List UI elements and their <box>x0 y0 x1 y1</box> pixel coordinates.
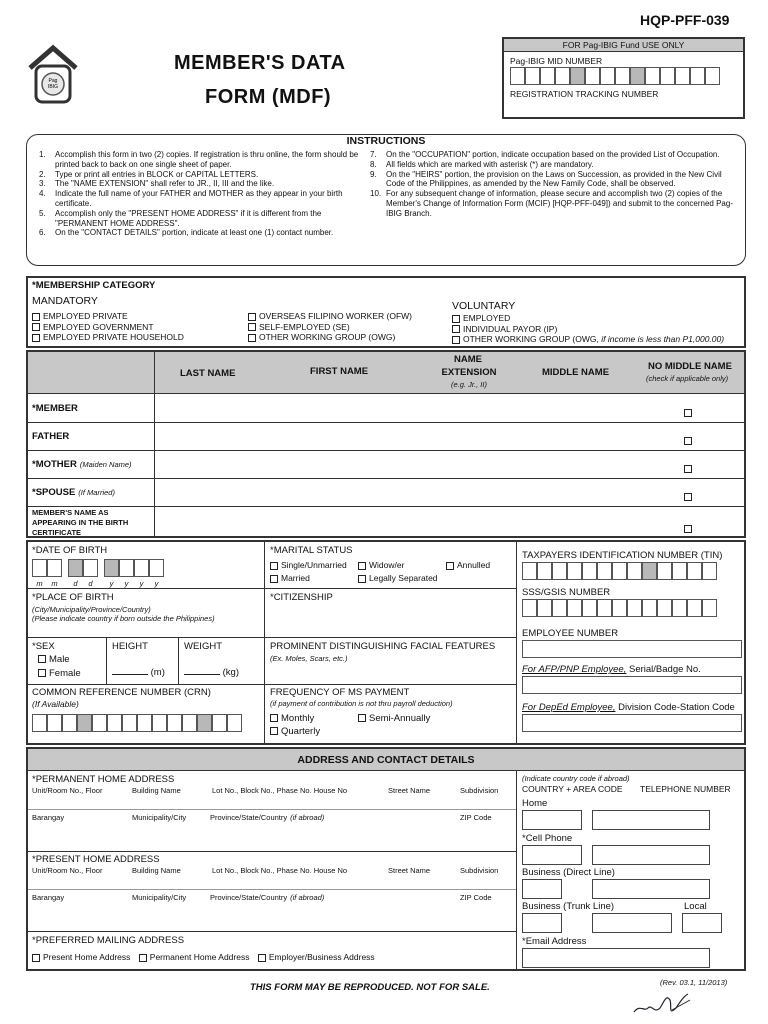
col-no-middle-name: NO MIDDLE NAME <box>648 361 732 372</box>
email-label: *Email Address <box>522 936 587 947</box>
cellphone-label: *Cell Phone <box>522 833 573 844</box>
cell-area-code-field[interactable] <box>522 845 582 865</box>
address-line1-label: Unit/Room No., Floor <box>32 866 103 875</box>
dob-label: *DATE OF BIRTH <box>32 545 108 556</box>
dob-hint-letter: m <box>36 579 43 588</box>
form-code: HQP-PFF-039 <box>640 12 730 28</box>
col-name-ext-2: EXTENSION <box>441 367 497 378</box>
tracking-number-label: REGISTRATION TRACKING NUMBER <box>510 89 659 99</box>
dob-hint-letter: y <box>124 579 129 588</box>
instructions-right-column <box>370 150 734 219</box>
dob-hint-letter: y <box>154 579 159 588</box>
address-title: *PRESENT HOME ADDRESS <box>32 854 160 865</box>
membership-option-label: OTHER WORKING GROUP (OWG) <box>259 332 396 342</box>
address-line2-label: Barangay <box>32 893 65 902</box>
membership-option[interactable] <box>248 311 412 322</box>
membership-checkbox[interactable] <box>248 313 256 321</box>
mail-present-option[interactable]: Present Home Address <box>32 952 130 962</box>
name-row-input[interactable] <box>156 451 676 477</box>
address-line1-label: Subdivision <box>460 786 499 795</box>
business-direct-label: Business (Direct Line) <box>522 867 615 878</box>
address-line1-label: Lot No., Block No., Phase No. House No <box>212 866 348 875</box>
instruction-number: 7. <box>370 150 377 159</box>
freq-quarterly-option[interactable]: Quarterly <box>270 726 320 737</box>
male-checkbox[interactable] <box>38 655 46 663</box>
sss-label: SSS/GSIS NUMBER <box>522 587 611 598</box>
membership-option[interactable] <box>452 313 557 324</box>
marital-status-label: *MARITAL STATUS <box>270 545 353 556</box>
address-line1-label: Building Name <box>132 866 181 875</box>
membership-checkbox[interactable] <box>452 325 460 333</box>
local-label: Local <box>684 901 707 912</box>
instructions-title: INSTRUCTIONS <box>346 135 426 147</box>
revision-label: (Rev. 03.1, 11/2013) <box>660 978 728 987</box>
instructions-left-column <box>39 150 369 238</box>
membership-option-label: EMPLOYED PRIVATE HOUSEHOLD <box>43 332 184 342</box>
frequency-label: FREQUENCY OF MS PAYMENT <box>270 687 410 698</box>
instruction-number: 4. <box>39 189 46 199</box>
address-line1-label: Building Name <box>132 786 181 795</box>
address-line2-label: ZIP Code <box>460 893 492 902</box>
country-area-code-label: COUNTRY + AREA CODE <box>522 784 623 794</box>
dob-hint-letter: y <box>139 579 144 588</box>
marital-widow-option[interactable]: Widow/er <box>358 560 404 570</box>
membership-category-title: *MEMBERSHIP CATEGORY <box>32 280 156 291</box>
telephone-number-label: TELEPHONE NUMBER <box>640 784 731 794</box>
col-first-name: FIRST NAME <box>310 366 369 377</box>
name-row-label: FATHER <box>32 431 70 442</box>
instruction-number: 9. <box>370 169 377 179</box>
col-last-name: LAST NAME <box>180 368 236 379</box>
mid-number-label: Pag-IBIG MID NUMBER <box>510 56 603 66</box>
membership-option-label: OVERSEAS FILIPINO WORKER (OFW) <box>259 311 413 321</box>
birthcert-name-label: MEMBER'S NAME AS APPEARING IN THE BIRTH CERTIFICATE <box>32 508 129 537</box>
membership-option[interactable] <box>32 322 184 333</box>
contact-hint: (Indicate country code if abroad) <box>522 774 630 783</box>
membership-option-label: SELF-EMPLOYED (SE) <box>259 321 350 332</box>
col-no-middle-hint: (check if applicable only) <box>646 374 729 383</box>
sex-female-option[interactable]: Female <box>38 668 81 679</box>
instruction-number: 6. <box>39 228 46 238</box>
name-row-label: *MEMBER <box>32 403 78 414</box>
col-middle-name: MIDDLE NAME <box>542 367 610 378</box>
address-line2-label: Municipality/City <box>132 813 187 822</box>
name-row-label: *MOTHER (Maiden Name) <box>32 459 132 470</box>
instruction-text: Accomplish only the "PRESENT HOME ADDRESS" if it is different from the "PERMANENT HOME ADDRESS". <box>55 208 322 228</box>
membership-checkbox[interactable] <box>32 313 40 321</box>
weight-field[interactable]: (kg) <box>184 667 239 678</box>
membership-checkbox[interactable] <box>248 334 256 342</box>
no-middle-name-checkbox[interactable] <box>684 460 695 478</box>
membership-category-box <box>26 276 746 348</box>
mailing-options <box>32 952 375 962</box>
membership-option-label: EMPLOYED <box>463 313 511 323</box>
tin-label: TAXPAYERS IDENTIFICATION NUMBER (TIN) <box>522 550 723 561</box>
address-contact-box <box>26 747 746 971</box>
names-table <box>26 350 746 538</box>
instruction-text: Type or print all entries in BLOCK or CAPITAL LETTERS. <box>55 169 259 179</box>
membership-checkbox[interactable] <box>452 315 460 323</box>
sss-cells[interactable] <box>522 599 717 617</box>
crn-hint: (If Available) <box>32 699 79 709</box>
instruction-text: On the "OCCUPATION" portion, indicate occupation based on the provided List of Occupation. <box>386 150 720 159</box>
birthcert-no-middle-checkbox[interactable] <box>684 520 695 538</box>
business-direct-field[interactable] <box>592 879 710 899</box>
instruction-text: The "NAME EXTENSION" shall refer to JR., II, III and the like. <box>55 179 275 189</box>
voluntary-options <box>452 313 557 334</box>
facial-features-hint: (Ex. Moles, Scars, etc.) <box>270 654 348 663</box>
instruction-text: On the "CONTACT DETAILS" portion, indicate at least one (1) contact number. <box>55 228 334 238</box>
dob-hint-letter: d <box>88 579 93 588</box>
tin-cells[interactable] <box>522 562 717 580</box>
instruction-number: 10. <box>370 189 382 199</box>
col-name-ext-1: NAME <box>454 354 482 365</box>
dob-hint <box>32 579 164 588</box>
home-phone-label: Home <box>522 798 548 809</box>
address-line2-label: Barangay <box>32 813 65 822</box>
instruction-item <box>39 228 369 238</box>
marital-separated-option[interactable]: Legally Separated <box>358 573 438 583</box>
instruction-number: 2. <box>39 169 46 179</box>
no-middle-name-checkbox[interactable] <box>684 404 695 422</box>
female-checkbox[interactable] <box>38 669 46 677</box>
owg-voluntary-checkbox[interactable] <box>452 336 460 344</box>
instruction-text: Accomplish this form in two (2) copies. If registration is thru online, the form should be printed back to back on one single sheet of paper. <box>55 150 359 169</box>
address-line2-label: Province/State/Country (if abroad) <box>210 813 325 822</box>
mandatory-options-col2 <box>248 311 412 343</box>
form-title-line2: FORM (MDF) <box>205 86 332 108</box>
deped-label: For DepEd Employee, Division Code-Station Code <box>522 702 735 713</box>
membership-option-label: EMPLOYED PRIVATE <box>43 311 128 321</box>
mandatory-label: MANDATORY <box>32 295 98 307</box>
col-name-ext-hint: (e.g. Jr., II) <box>451 380 487 389</box>
height-label: HEIGHT <box>112 641 148 652</box>
dob-hint-letter: y <box>109 579 114 588</box>
address-input-area[interactable] <box>28 795 516 849</box>
membership-option[interactable] <box>248 332 412 343</box>
instruction-text: On the "HEIRS" portion, the provision on the Laws on Succession, as provided in the New Civil Code of the Philippines, as amended by the New Family Code, shall be observed. <box>386 169 722 189</box>
membership-checkbox[interactable] <box>32 323 40 331</box>
address-line1-label: Subdivision <box>460 866 499 875</box>
home-area-code-field[interactable] <box>522 810 582 830</box>
dob-hint-letter: d <box>73 579 78 588</box>
facial-features-label: PROMINENT DISTINGUISHING FACIAL FEATURES <box>270 641 496 652</box>
mid-number-cells[interactable] <box>510 67 743 85</box>
instruction-item <box>39 189 369 209</box>
local-field[interactable] <box>682 913 722 933</box>
instruction-number: 1. <box>39 150 46 159</box>
svg-text:IBIG: IBIG <box>47 84 59 90</box>
cellphone-field[interactable] <box>592 845 710 865</box>
employee-number-field[interactable] <box>522 640 742 658</box>
address-input-area[interactable] <box>28 875 516 929</box>
citizenship-label: *CITIZENSHIP <box>270 592 333 603</box>
pob-hint2: (Please indicate country if born outside the Philippines) <box>32 614 215 623</box>
instruction-text: All fields which are marked with asterisk (*) are mandatory. <box>386 159 594 169</box>
deped-code-field[interactable] <box>522 714 742 732</box>
address-contact-header: ADDRESS AND CONTACT DETAILS <box>28 749 744 771</box>
membership-checkbox[interactable] <box>32 334 40 342</box>
name-row-label: *SPOUSE (If Married) <box>32 487 115 498</box>
personal-details <box>26 540 746 745</box>
names-header-row <box>28 352 744 394</box>
instruction-number: 8. <box>370 159 377 169</box>
afp-label: For AFP/PNP Employee, Serial/Badge No. <box>522 664 701 675</box>
instruction-item <box>370 189 734 218</box>
address-title: *PERMANENT HOME ADDRESS <box>32 774 175 785</box>
membership-option[interactable] <box>248 322 412 333</box>
address-line1-label: Street Name <box>388 786 431 795</box>
mail-permanent-option[interactable]: Permanent Home Address <box>139 952 250 962</box>
footer-notice: THIS FORM MAY BE REPRODUCED. NOT FOR SALE. <box>250 982 490 993</box>
address-line2-label: ZIP Code <box>460 813 492 822</box>
address-line2-label: Province/State/Country (if abroad) <box>210 893 325 902</box>
instruction-item <box>39 209 369 229</box>
voluntary-owg-option[interactable]: OTHER WORKING GROUP (OWG, if income is less than P1,000.00) <box>452 334 724 344</box>
dob-hint-letter: m <box>51 579 58 588</box>
instruction-item <box>370 150 734 160</box>
instruction-item <box>370 170 734 190</box>
crn-label: COMMON REFERENCE NUMBER (CRN) <box>32 687 211 698</box>
no-middle-name-checkbox[interactable] <box>684 488 695 506</box>
dob-cells[interactable] <box>32 559 164 577</box>
trunk-area-code-field[interactable] <box>522 913 562 933</box>
address-line1-label: Unit/Room No., Floor <box>32 786 103 795</box>
name-row-input[interactable] <box>156 395 676 421</box>
employee-number-label: EMPLOYEE NUMBER <box>522 628 619 639</box>
fund-use-only-header: FOR Pag-IBIG Fund USE ONLY <box>504 39 743 52</box>
instruction-item <box>39 179 369 189</box>
instruction-number: 5. <box>39 208 46 218</box>
home-phone-field[interactable] <box>592 810 710 830</box>
business-trunk-field[interactable] <box>592 913 672 933</box>
pag-ibig-logo <box>26 44 80 106</box>
instruction-item <box>39 150 369 170</box>
instruction-text: Indicate the full name of your FATHER and MOTHER as they appear in your birth certificate. <box>55 189 343 208</box>
direct-area-code-field[interactable] <box>522 879 562 899</box>
instruction-item <box>39 170 369 180</box>
name-row-input[interactable] <box>156 423 676 449</box>
sex-label: *SEX <box>32 641 55 652</box>
weight-label: WEIGHT <box>184 641 222 652</box>
no-middle-name-checkbox[interactable] <box>684 432 695 450</box>
pob-hint1: (City/Municipality/Province/Country) <box>32 605 151 614</box>
address-line1-label: Lot No., Block No., Phase No. House No <box>212 786 348 795</box>
marital-married-option[interactable]: Married <box>270 573 310 583</box>
membership-option-label: EMPLOYED GOVERNMENT <box>43 321 154 332</box>
svg-text:Pag: Pag <box>48 78 58 84</box>
mailing-address-label: *PREFERRED MAILING ADDRESS <box>32 935 185 946</box>
email-field[interactable] <box>522 948 710 968</box>
address-line2-label: Municipality/City <box>132 893 187 902</box>
membership-checkbox[interactable] <box>248 323 256 331</box>
crn-cells[interactable] <box>32 714 242 732</box>
instruction-text: For any subsequent change of information, please secure and accomplish two (2) copies of the Member's Change of Information Form (MCIF) [HQP-PFF-049]) and submit to the concerned Pag-IBIG Branch. <box>386 189 733 218</box>
instruction-number: 3. <box>39 179 46 189</box>
frequency-hint: (if payment of contribution is not thru payroll deduction) <box>270 699 453 708</box>
membership-option[interactable] <box>32 311 184 322</box>
membership-option-label: INDIVIDUAL PAYOR (IP) <box>463 323 558 334</box>
height-field[interactable]: (m) <box>112 667 165 678</box>
membership-option[interactable] <box>452 324 557 335</box>
initials-signature <box>630 990 696 1024</box>
afp-serial-field[interactable] <box>522 676 742 694</box>
instructions-box <box>26 134 746 266</box>
instruction-item <box>370 160 734 170</box>
voluntary-label: VOLUNTARY <box>452 300 516 312</box>
membership-option[interactable] <box>32 332 184 343</box>
marital-annulled-option[interactable]: Annulled <box>446 560 490 570</box>
marital-single-option[interactable]: Single/Unmarried <box>270 560 347 570</box>
mail-employer-option[interactable]: Employer/Business Address <box>258 952 375 962</box>
freq-monthly-option[interactable]: Monthly <box>270 713 314 724</box>
address-line1-label: Street Name <box>388 866 431 875</box>
business-trunk-label: Business (Trunk Line) <box>522 901 615 912</box>
form-title-line1: MEMBER'S DATA <box>174 52 346 74</box>
sex-male-option[interactable]: Male <box>38 654 70 665</box>
pob-label: *PLACE OF BIRTH <box>32 592 114 603</box>
fund-use-only-box <box>502 37 745 119</box>
name-row-input[interactable] <box>156 479 676 505</box>
freq-semi-option[interactable]: Semi-Annually <box>358 713 430 724</box>
mandatory-options-col1 <box>32 311 184 343</box>
